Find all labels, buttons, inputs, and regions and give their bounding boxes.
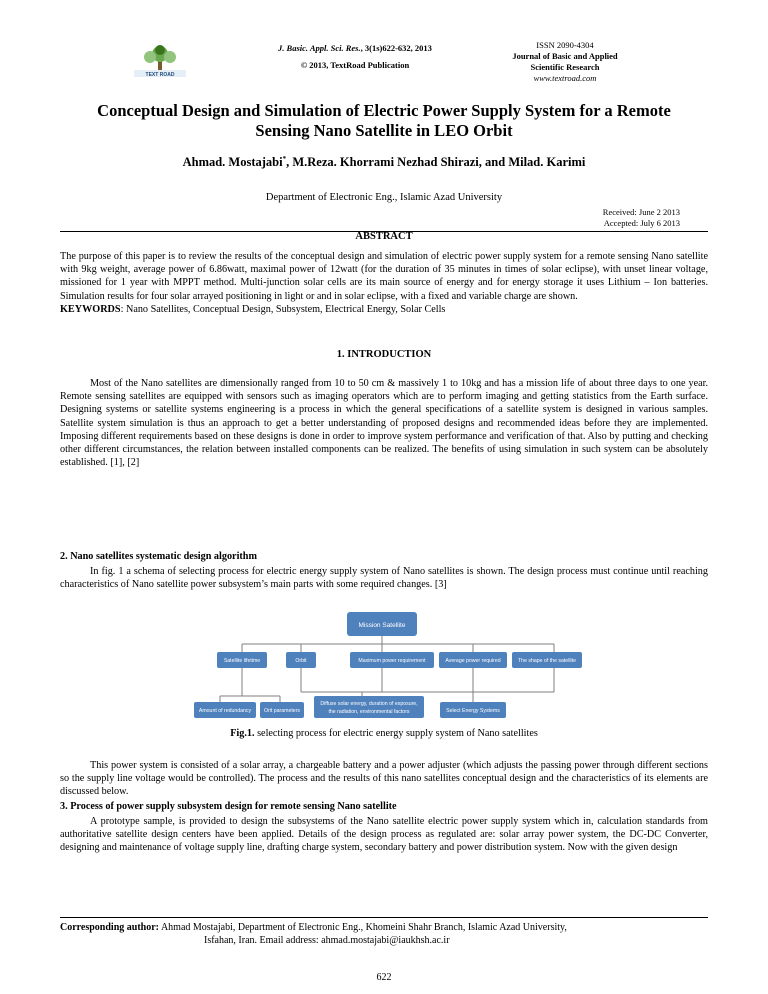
box-maximum-power-label: Maximum power requirement — [358, 658, 426, 664]
journal-citation — [250, 40, 460, 74]
figure-caption-text: selecting process for electric energy supply system of Nano satellites — [254, 728, 538, 739]
section-heading-introduction: 1. INTRODUCTION — [336, 349, 432, 360]
box-satellite-lifetime-label: Satellite lifetime — [223, 658, 261, 664]
received-date: Received: June 2 2013 — [602, 207, 680, 217]
corresponding-label: Corresponding author: — [60, 922, 159, 933]
corresponding-author — [60, 921, 708, 947]
abstract-text: The purpose of this paper is to review the results of the conceptual design and simulation of electric power supply system for a remote sensing Nano satellite with 9kg weight, average power of 6.86watt, maximal power of 12watt (for the duration of 35 minutes in times of solar eclipse), with unset linear voltage, missioned for 1 year with MPPT method. Multi-junction solar cells are its main source of energy and for energy storage it uses Lithium – Ion batteries. Simulation results for four solar arrayed positioning in light or and in solar eclipse, with a fixed and variable charge are shown. — [60, 251, 708, 302]
footer-divider — [60, 917, 708, 918]
introduction-text: Most of the Nano satellites are dimensionally ranged from 10 to 50 cm & massively 1 to 10kg and has a mission life of about three days to one year. Remote sensing satellites are equipped with sensors such as imaging operators which are to perform imaging and getting statistics from the Earth surface. Designing systems or satellite systems engineering is a process in which the general specifications of a satellite system is designed in various samples. Satellite system simulation is thus an approach to get a better understanding of proposed designs and recommended ideas before they are implemented. Imposing different requirements based on these designs is done in order to improve system performance and verification of that. Also by putting and checking other different circumstances, the relation between installed components can be realized. The benefits of using simulation in such system can be absolutely established. [1], [2] — [60, 378, 708, 469]
keywords-label: KEYWORDS — [60, 303, 121, 315]
box-satellite-shape-label: The shape of the satellite — [518, 658, 576, 664]
figure-caption-label: Fig.1. — [230, 728, 255, 739]
journal-name-2: Scientific Research — [530, 62, 600, 72]
journal-logo — [128, 44, 192, 80]
issn: ISSN 2090-4304 — [536, 40, 594, 50]
abstract-body — [60, 250, 708, 316]
box-select-energy-label: Select Energy Systems — [446, 708, 500, 714]
other-authors: , M.Reza. Khorrami Nezhad Shirazi, and Milad. Karimi — [286, 155, 586, 170]
box-diffuse-solar-label-2: the radiation, environmental factors — [328, 709, 410, 715]
logo-text: TEXT ROAD — [145, 72, 175, 78]
copyright: © 2013, TextRoad Publication — [300, 60, 410, 70]
figure-1-caption — [60, 728, 708, 739]
power-system-text: This power system is consisted of a solar array, a chargeable battery and a power adjuster (which adjusts the passing power through different sections so the supply line voltage would be controlled). The process and the results of this nano satellites conceptual design and the characteristics of its elements are discussed below. — [60, 760, 708, 798]
connector-lines — [220, 636, 554, 702]
corresponding-text-1: Ahmad Mostajabi, Department of Electronic Eng., Khomeini Shahr Branch, Islamic Azad University, — [159, 922, 567, 933]
journal-volume: , 3(1s)622-632, 2013 — [360, 43, 432, 53]
power-supply-design-text: A prototype sample, is provided to design the subsystems of the Nano satellite electric power supply system which in, calculation standards from authoritative satellite design centers have been applied. Details of the design process as regulated are: solar array power system, the DC-DC Converter, designing and maintenance of voltage supply line, drafting charge system, secondary battery and power distribution system. Now with the given design — [60, 816, 708, 854]
keywords-text: : Nano Satellites, Conceptual Design, Subsystem, Electrical Energy, Solar Cells — [120, 303, 446, 315]
journal-info — [480, 40, 650, 84]
page-number: 622 — [376, 972, 392, 983]
dates — [603, 207, 680, 229]
box-mission-satellite-label: Mission Satellite — [358, 622, 406, 629]
paper-title: Conceptual Design and Simulation of Electric Power Supply System for a Remote Sensing Nano Satellite in LEO Orbit — [97, 101, 671, 140]
first-author: Ahmad. Mostajabi — [182, 155, 283, 170]
design-algorithm-text: In fig. 1 a schema of selecting process for electric energy supply system of Nano satellites is shown. The design process must continue until reaching characteristics of Nano satellite power subsystem’s main parts with some required changes. [3] — [60, 566, 708, 591]
accepted-date: Accepted: July 6 2013 — [603, 218, 680, 228]
corresponding-text-2: Isfahan, Iran. Email address: ahmad.mostajabi@iaukhsh.ac.ir — [204, 935, 450, 946]
affiliation: Department of Electronic Eng., Islamic Azad University — [265, 192, 503, 203]
box-orbit-parameters-label: Orit parameters — [263, 708, 301, 714]
corresponding-mark: * — [282, 155, 287, 163]
authors — [60, 155, 708, 170]
box-redundancy-label: Amount of redundancy — [198, 708, 252, 714]
journal-name-1: Journal of Basic and Applied — [512, 51, 618, 61]
abstract-heading — [60, 231, 708, 243]
box-diffuse-solar-label-1: Diffuse solar energy, duration of exposure, — [320, 701, 418, 707]
journal-abbrev: J. Basic. Appl. Sci. Res. — [278, 43, 361, 53]
box-orbit-label: Orbit — [295, 658, 307, 664]
box-average-power-label: Average power required — [445, 658, 501, 664]
abstract-heading-text: ABSTRACT — [355, 231, 413, 242]
section-heading-design-algorithm: 2. Nano satellites systematic design algorithm — [60, 551, 257, 562]
figure-1-flowchart — [190, 608, 584, 720]
journal-url[interactable]: www.textroad.com — [533, 73, 597, 83]
section-heading-power-supply-design: 3. Process of power supply subsystem design for remote sensing Nano satellite — [60, 801, 397, 812]
tree-icon — [144, 45, 176, 70]
